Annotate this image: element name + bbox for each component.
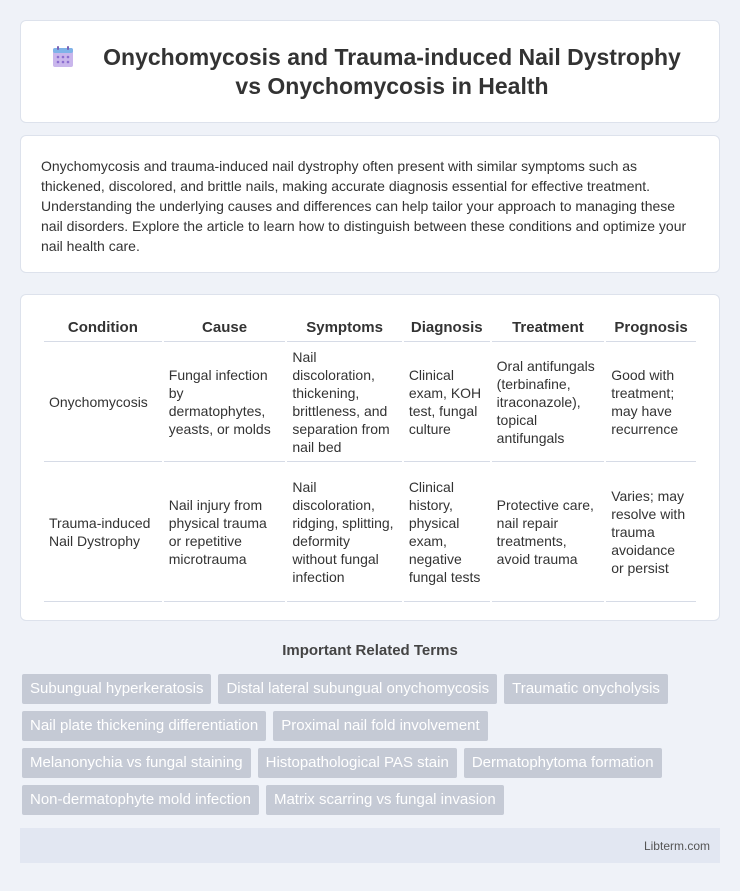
cell-treatment: Protective care, nail repair treatments, avoid trauma bbox=[492, 462, 605, 602]
comparison-table bbox=[42, 313, 698, 602]
page-title: Onychomycosis and Trauma-induced Nail Dystrophy vs Onychomycosis in Health bbox=[103, 43, 681, 99]
footer-site-link[interactable]: Libterm.com bbox=[643, 838, 710, 853]
related-terms-title: Important Related Terms bbox=[282, 642, 458, 659]
cell-condition: Onychomycosis bbox=[44, 342, 162, 462]
cell-prognosis: Good with treatment; may have recurrence bbox=[606, 342, 696, 462]
comparison-table-card bbox=[20, 294, 720, 621]
cell-cause: Fungal infection by dermatophytes, yeasts, or molds bbox=[164, 342, 286, 462]
table-header-row bbox=[44, 313, 696, 342]
header-prognosis: Prognosis bbox=[606, 313, 696, 342]
related-term-tag[interactable]: Histopathological PAS stain bbox=[258, 748, 457, 778]
table-row bbox=[44, 462, 696, 602]
related-term-tag[interactable]: Melanonychia vs fungal staining bbox=[22, 748, 251, 778]
cell-cause: Nail injury from physical trauma or repetitive microtrauma bbox=[164, 462, 286, 602]
footer bbox=[20, 828, 720, 863]
header-cause: Cause bbox=[164, 313, 286, 342]
header-diagnosis: Diagnosis bbox=[404, 313, 490, 342]
related-term-tag[interactable]: Non-dermatophyte mold infection bbox=[22, 785, 259, 815]
cell-treatment: Oral antifungals (terbinafine, itraconazole), topical antifungals bbox=[492, 342, 605, 462]
cell-diagnosis: Clinical history, physical exam, negative fungal tests bbox=[404, 462, 490, 602]
header-symptoms: Symptoms bbox=[287, 313, 401, 342]
title-card bbox=[20, 20, 720, 123]
related-term-tag[interactable]: Proximal nail fold involvement bbox=[273, 711, 487, 741]
related-term-tag[interactable]: Distal lateral subungual onychomycosis bbox=[218, 674, 497, 704]
related-term-tag[interactable]: Nail plate thickening differentiation bbox=[22, 711, 266, 741]
related-terms-list bbox=[22, 674, 720, 822]
calendar-grid-icon bbox=[51, 45, 75, 69]
cell-condition: Trauma-induced Nail Dystrophy bbox=[44, 462, 162, 602]
header-treatment: Treatment bbox=[492, 313, 605, 342]
related-term-tag[interactable]: Subungual hyperkeratosis bbox=[22, 674, 211, 704]
intro-card bbox=[20, 135, 720, 273]
cell-symptoms: Nail discoloration, ridging, splitting, deformity without fungal infection bbox=[287, 462, 401, 602]
cell-prognosis: Varies; may resolve with trauma avoidance or persist bbox=[606, 462, 696, 602]
table-row bbox=[44, 342, 696, 462]
related-term-tag[interactable]: Traumatic onycholysis bbox=[504, 674, 668, 704]
intro-paragraph: Onychomycosis and trauma-induced nail dystrophy often present with similar symptoms such as thickened, discolored, and brittle nails, making accurate diagnosis essential for effective treatment. Understanding the underlying causes and differences can help tailor your approach to managing these nail disorders. Explore the article to learn how to distinguish between these conditions and optimize your nail health care. bbox=[41, 158, 687, 254]
header-condition: Condition bbox=[44, 313, 162, 342]
cell-diagnosis: Clinical exam, KOH test, fungal culture bbox=[404, 342, 490, 462]
related-term-tag[interactable]: Matrix scarring vs fungal invasion bbox=[266, 785, 504, 815]
cell-symptoms: Nail discoloration, thickening, brittleness, and separation from nail bed bbox=[287, 342, 401, 462]
title-wrap bbox=[51, 43, 689, 101]
related-term-tag[interactable]: Dermatophytoma formation bbox=[464, 748, 662, 778]
